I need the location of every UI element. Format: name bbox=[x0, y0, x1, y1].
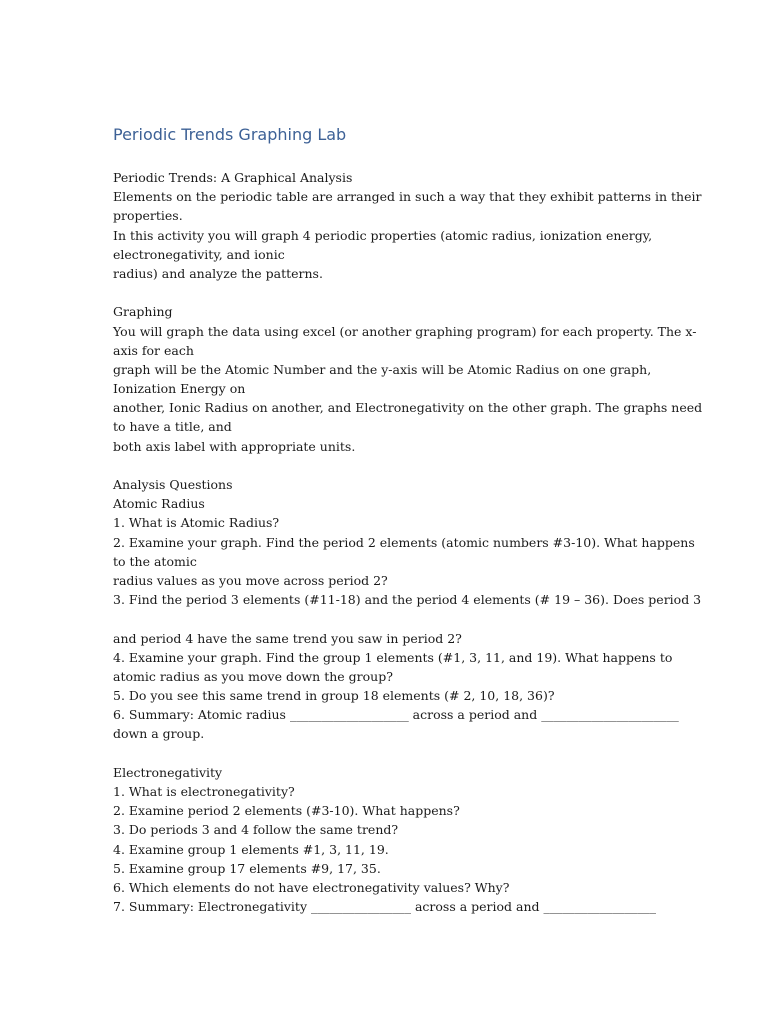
graphing-heading: Graphing bbox=[113, 304, 173, 320]
electronegativity-line: 6. Which elements do not have electronegativity values? Why? bbox=[113, 879, 510, 895]
electronegativity-heading: Electronegativity bbox=[113, 764, 223, 780]
intro-line: In this activity you will graph 4 periodic properties (atomic radius, ionization energy, bbox=[113, 227, 653, 243]
graphing-line: graph will be the Atomic Number and the y-axis will be Atomic Radius on one graph, bbox=[113, 361, 652, 377]
spacer bbox=[113, 283, 653, 302]
atomic-radius-line: to the atomic bbox=[113, 553, 197, 569]
atomic-radius-line: 1. What is Atomic Radius? bbox=[113, 515, 280, 531]
atomic-radius-line: 4. Examine your graph. Find the group 1 elements (#1, 3, 11, and 19). What happens to bbox=[113, 649, 673, 665]
graphing-line: to have a title, and bbox=[113, 419, 232, 435]
electronegativity-line: 7. Summary: Electronegativity ________________ across a period and __________________ bbox=[113, 899, 656, 915]
electronegativity-line: 5. Examine group 17 elements #9, 17, 35. bbox=[113, 860, 381, 876]
graphing-line: another, Ionic Radius on another, and Electronegativity on the other graph. The graphs need bbox=[113, 400, 703, 416]
atomic-radius-heading: Atomic Radius bbox=[113, 496, 205, 512]
intro-line: Elements on the periodic table are arranged in such a way that they exhibit patterns in their bbox=[113, 189, 702, 205]
analysis-heading: Analysis Questions bbox=[113, 477, 233, 492]
intro-heading: Periodic Trends: A Graphical Analysis bbox=[113, 170, 353, 185]
atomic-radius-line: 3. Find the period 3 elements (#11-18) and the period 4 elements (# 19 – 36). Does period 3 bbox=[113, 592, 702, 608]
graphing-line: Ionization Energy on bbox=[113, 381, 246, 397]
atomic-radius-line: 5. Do you see this same trend in group 18 elements (# 2, 10, 18, 36)? bbox=[113, 688, 555, 704]
graphing-line: axis for each bbox=[113, 342, 194, 358]
intro-line: radius) and analyze the patterns. bbox=[113, 265, 323, 281]
document-body bbox=[113, 168, 703, 916]
atomic-radius-line: and period 4 have the same trend you saw in period 2? bbox=[113, 630, 462, 646]
atomic-radius-line: atomic radius as you move down the group? bbox=[113, 668, 393, 684]
spacer bbox=[113, 456, 653, 475]
intro-line: electronegativity, and ionic bbox=[113, 246, 285, 262]
atomic-radius-line: 2. Examine your graph. Find the period 2 elements (atomic numbers #3-10). What happens bbox=[113, 534, 695, 550]
electronegativity-line: 3. Do periods 3 and 4 follow the same trend? bbox=[113, 822, 399, 838]
atomic-radius-line: radius values as you move across period 2? bbox=[113, 572, 388, 588]
electronegativity-line: 1. What is electronegativity? bbox=[113, 784, 295, 799]
document-title: Periodic Trends Graphing Lab bbox=[113, 125, 347, 144]
graphing-line: both axis label with appropriate units. bbox=[113, 438, 356, 454]
electronegativity-line: 4. Examine group 1 elements #1, 3, 11, 19. bbox=[113, 841, 389, 857]
atomic-radius-line: 6. Summary: Atomic radius ___________________ across a period and ______________________ bbox=[113, 707, 679, 723]
spacer bbox=[113, 744, 653, 763]
graphing-line: You will graph the data using excel (or another graphing program) for each property. The x- bbox=[113, 323, 697, 339]
atomic-radius-line: down a group. bbox=[113, 726, 205, 742]
intro-line: properties. bbox=[113, 208, 183, 224]
electronegativity-line: 2. Examine period 2 elements (#3-10). What happens? bbox=[113, 803, 460, 819]
spacer bbox=[113, 609, 653, 628]
